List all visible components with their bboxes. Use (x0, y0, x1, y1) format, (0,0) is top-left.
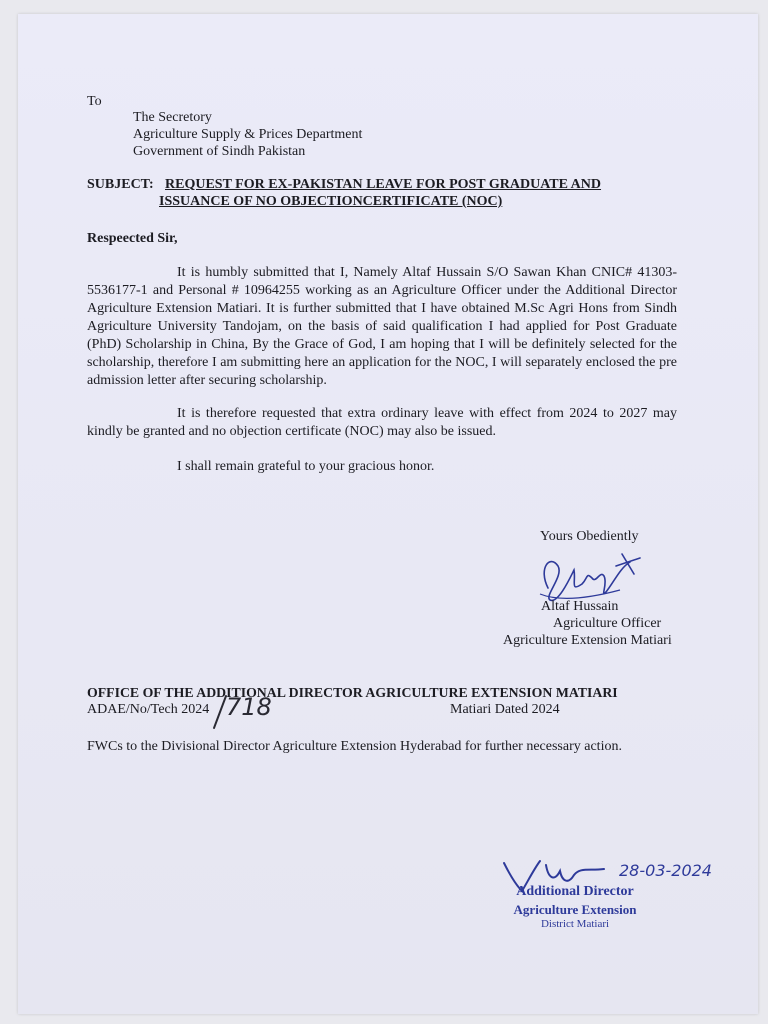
reference-number: ADAE/No/Tech 2024 (87, 702, 210, 717)
closing: Yours Obediently (540, 529, 639, 544)
body-paragraph: It is humbly submitted that I, Namely Altaf Hussain S/O Sawan Khan CNIC# 41303-5536177-1 and Personal # 10964255 working as an Agriculture Officer under the Additional Director Agriculture Extension Matiari. It is further submitted that I have obtained M.Sc Agri Hons from Sindh Agriculture University Tandojam, on the basis of said qualification I had applied for Post Graduate (PhD) Scholarship in China, By the Grace of God, I am hoping that I will be definitely selected for the scholarship, therefore I am submitting here an application for the NOC, I will separately enclosed the pre admission letter after securing scholarship. (87, 265, 677, 388)
forward-note: FWCs to the Divisional Director Agriculture Extension Hyderabad for further necessary action. (87, 739, 622, 754)
signature-name: Altaf Hussain (541, 599, 619, 614)
subject-line: ISSUANCE OF NO OBJECTIONCERTIFICATE (NOC) (159, 194, 503, 209)
stamp-line: Additional Director (516, 884, 634, 899)
stamp-line: Agriculture Extension (513, 902, 637, 917)
recipient-line: Government of Sindh Pakistan (133, 144, 306, 159)
body-paragraph: I shall remain grateful to your gracious honor. (177, 459, 435, 474)
to-label: To (87, 94, 102, 109)
reference-handwritten: 718 (226, 693, 272, 721)
salutation: Respeected Sir, (87, 231, 178, 246)
recipient-line: Agriculture Supply & Prices Department (133, 127, 363, 142)
office-heading: OFFICE OF THE ADDITIONAL DIRECTOR AGRICULTURE EXTENSION MATIARI (87, 685, 618, 700)
signature-title: Agriculture Officer (553, 616, 662, 631)
signature-office: Agriculture Extension Matiari (503, 633, 672, 648)
stamp-line: District Matiari (540, 918, 610, 930)
stamp-date-handwritten: 28-03-2024 (619, 861, 712, 880)
dated-line: Matiari Dated 2024 (450, 702, 560, 717)
body-paragraph: It is therefore requested that extra ordinary leave with effect from 2024 to 2027 may kindly be granted and no objection certificate (NOC) may also be issued. (87, 406, 677, 439)
slash-mark-icon (210, 694, 230, 730)
subject-line: REQUEST FOR EX-PAKISTAN LEAVE FOR POST GRADUATE AND (165, 177, 602, 192)
subject-label: SUBJECT: (87, 177, 154, 192)
recipient-line: The Secretory (133, 110, 212, 125)
